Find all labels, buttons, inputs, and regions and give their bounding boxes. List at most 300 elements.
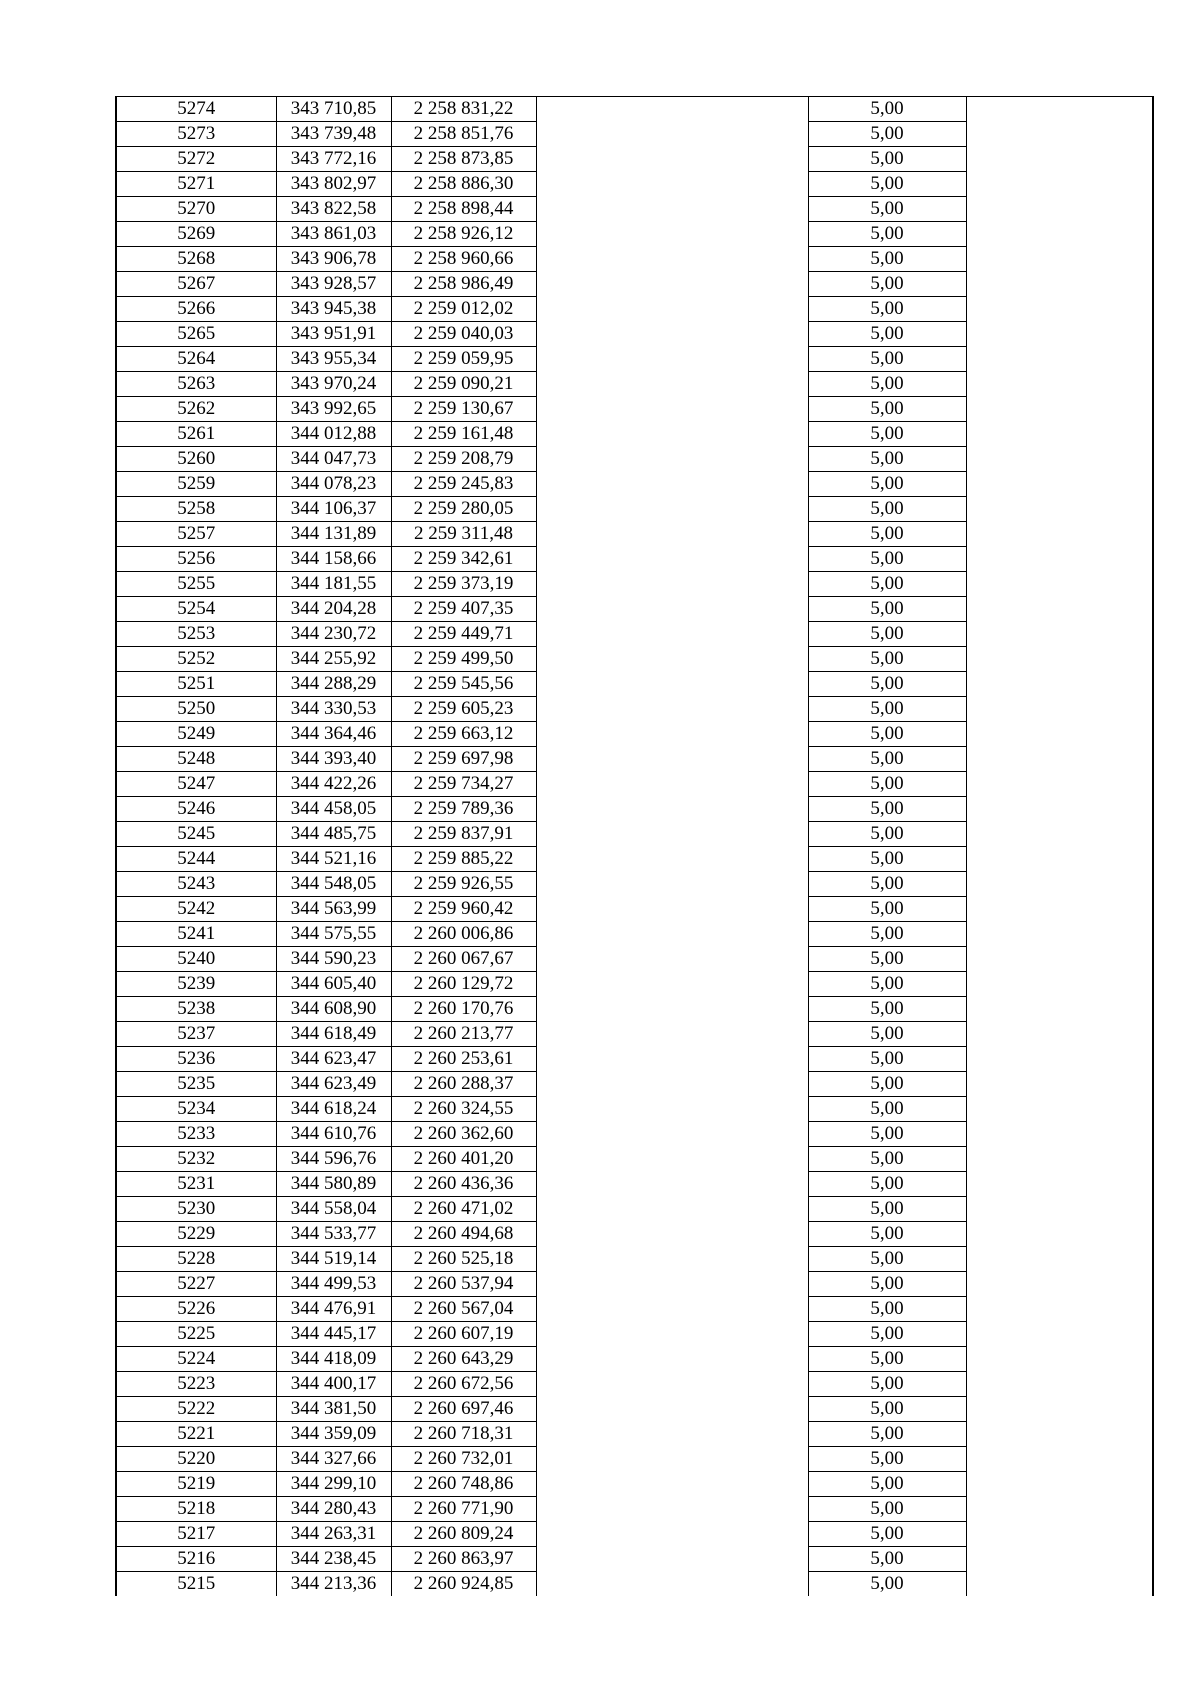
x-coordinate-cell: 344 359,09: [276, 1422, 391, 1447]
table-row: [116, 947, 1153, 972]
note-cell: [966, 472, 1153, 497]
y-coordinate-cell: 2 260 732,01: [391, 1447, 536, 1472]
accuracy-cell: 5,00: [808, 747, 966, 772]
accuracy-cell: 5,00: [808, 1172, 966, 1197]
point-number-cell: 5215: [116, 1572, 276, 1597]
accuracy-cell: 5,00: [808, 572, 966, 597]
point-number-cell: 5262: [116, 397, 276, 422]
accuracy-cell: 5,00: [808, 222, 966, 247]
x-coordinate-cell: 344 299,10: [276, 1472, 391, 1497]
y-coordinate-cell: 2 259 280,05: [391, 497, 536, 522]
point-number-cell: 5229: [116, 1222, 276, 1247]
x-coordinate-cell: 344 106,37: [276, 497, 391, 522]
empty-cell: [536, 372, 808, 397]
x-coordinate-cell: 344 418,09: [276, 1347, 391, 1372]
table-row: [116, 722, 1153, 747]
table-row: [116, 922, 1153, 947]
empty-cell: [536, 1272, 808, 1297]
table-row: [116, 272, 1153, 297]
note-cell: [966, 1397, 1153, 1422]
note-cell: [966, 1097, 1153, 1122]
x-coordinate-cell: 343 739,48: [276, 122, 391, 147]
x-coordinate-cell: 344 255,92: [276, 647, 391, 672]
accuracy-cell: 5,00: [808, 1072, 966, 1097]
point-number-cell: 5232: [116, 1147, 276, 1172]
empty-cell: [536, 547, 808, 572]
point-number-cell: 5225: [116, 1322, 276, 1347]
note-cell: [966, 347, 1153, 372]
accuracy-cell: 5,00: [808, 1222, 966, 1247]
accuracy-cell: 5,00: [808, 1147, 966, 1172]
point-number-cell: 5216: [116, 1547, 276, 1572]
accuracy-cell: 5,00: [808, 122, 966, 147]
empty-cell: [536, 822, 808, 847]
x-coordinate-cell: 344 485,75: [276, 822, 391, 847]
empty-cell: [536, 997, 808, 1022]
accuracy-cell: 5,00: [808, 1322, 966, 1347]
empty-cell: [536, 347, 808, 372]
accuracy-cell: 5,00: [808, 872, 966, 897]
table-row: [116, 972, 1153, 997]
point-number-cell: 5263: [116, 372, 276, 397]
empty-cell: [536, 1147, 808, 1172]
y-coordinate-cell: 2 260 494,68: [391, 1222, 536, 1247]
table-row: [116, 247, 1153, 272]
x-coordinate-cell: 344 596,76: [276, 1147, 391, 1172]
point-number-cell: 5267: [116, 272, 276, 297]
note-cell: [966, 672, 1153, 697]
table-row: [116, 697, 1153, 722]
table-row: [116, 822, 1153, 847]
point-number-cell: 5265: [116, 322, 276, 347]
table-row: [116, 897, 1153, 922]
accuracy-cell: 5,00: [808, 1022, 966, 1047]
x-coordinate-cell: 344 610,76: [276, 1122, 391, 1147]
accuracy-cell: 5,00: [808, 1497, 966, 1522]
x-coordinate-cell: 344 078,23: [276, 472, 391, 497]
table-row: [116, 1447, 1153, 1472]
table-row: [116, 1122, 1153, 1147]
empty-cell: [536, 472, 808, 497]
accuracy-cell: 5,00: [808, 347, 966, 372]
empty-cell: [536, 897, 808, 922]
x-coordinate-cell: 344 263,31: [276, 1522, 391, 1547]
y-coordinate-cell: 2 260 537,94: [391, 1272, 536, 1297]
accuracy-cell: 5,00: [808, 1247, 966, 1272]
note-cell: [966, 197, 1153, 222]
y-coordinate-cell: 2 260 170,76: [391, 997, 536, 1022]
empty-cell: [536, 522, 808, 547]
note-cell: [966, 447, 1153, 472]
note-cell: [966, 797, 1153, 822]
y-coordinate-cell: 2 259 130,67: [391, 397, 536, 422]
x-coordinate-cell: 344 575,55: [276, 922, 391, 947]
x-coordinate-cell: 344 558,04: [276, 1197, 391, 1222]
note-cell: [966, 747, 1153, 772]
x-coordinate-cell: 343 992,65: [276, 397, 391, 422]
accuracy-cell: 5,00: [808, 1372, 966, 1397]
accuracy-cell: 5,00: [808, 1197, 966, 1222]
accuracy-cell: 5,00: [808, 822, 966, 847]
y-coordinate-cell: 2 258 986,49: [391, 272, 536, 297]
note-cell: [966, 272, 1153, 297]
y-coordinate-cell: 2 260 067,67: [391, 947, 536, 972]
note-cell: [966, 772, 1153, 797]
accuracy-cell: 5,00: [808, 472, 966, 497]
accuracy-cell: 5,00: [808, 422, 966, 447]
y-coordinate-cell: 2 260 401,20: [391, 1147, 536, 1172]
x-coordinate-cell: 344 131,89: [276, 522, 391, 547]
y-coordinate-cell: 2 259 697,98: [391, 747, 536, 772]
table-row: [116, 847, 1153, 872]
empty-cell: [536, 247, 808, 272]
point-number-cell: 5238: [116, 997, 276, 1022]
y-coordinate-cell: 2 259 090,21: [391, 372, 536, 397]
y-coordinate-cell: 2 259 663,12: [391, 722, 536, 747]
note-cell: [966, 372, 1153, 397]
note-cell: [966, 1047, 1153, 1072]
point-number-cell: 5250: [116, 697, 276, 722]
y-coordinate-cell: 2 259 311,48: [391, 522, 536, 547]
accuracy-cell: 5,00: [808, 897, 966, 922]
table-row: [116, 1272, 1153, 1297]
x-coordinate-cell: 344 330,53: [276, 697, 391, 722]
note-cell: [966, 1497, 1153, 1522]
x-coordinate-cell: 344 230,72: [276, 622, 391, 647]
y-coordinate-cell: 2 260 525,18: [391, 1247, 536, 1272]
point-number-cell: 5226: [116, 1297, 276, 1322]
note-cell: [966, 97, 1153, 122]
point-number-cell: 5260: [116, 447, 276, 472]
note-cell: [966, 147, 1153, 172]
accuracy-cell: 5,00: [808, 1472, 966, 1497]
y-coordinate-cell: 2 259 545,56: [391, 672, 536, 697]
table-row: [116, 1522, 1153, 1547]
empty-cell: [536, 1497, 808, 1522]
empty-cell: [536, 147, 808, 172]
empty-cell: [536, 1197, 808, 1222]
point-number-cell: 5274: [116, 97, 276, 122]
empty-cell: [536, 1322, 808, 1347]
x-coordinate-cell: 344 393,40: [276, 747, 391, 772]
x-coordinate-cell: 344 590,23: [276, 947, 391, 972]
x-coordinate-cell: 344 623,47: [276, 1047, 391, 1072]
note-cell: [966, 1122, 1153, 1147]
y-coordinate-cell: 2 260 471,02: [391, 1197, 536, 1222]
note-cell: [966, 247, 1153, 272]
accuracy-cell: 5,00: [808, 547, 966, 572]
empty-cell: [536, 1572, 808, 1597]
point-number-cell: 5258: [116, 497, 276, 522]
table-row: [116, 122, 1153, 147]
point-number-cell: 5233: [116, 1122, 276, 1147]
note-cell: [966, 497, 1153, 522]
note-cell: [966, 897, 1153, 922]
y-coordinate-cell: 2 259 342,61: [391, 547, 536, 572]
empty-cell: [536, 1047, 808, 1072]
table-row: [116, 322, 1153, 347]
point-number-cell: 5227: [116, 1272, 276, 1297]
table-row: [116, 197, 1153, 222]
table-row: [116, 772, 1153, 797]
y-coordinate-cell: 2 260 748,86: [391, 1472, 536, 1497]
note-cell: [966, 697, 1153, 722]
empty-cell: [536, 1022, 808, 1047]
table-row: [116, 497, 1153, 522]
note-cell: [966, 422, 1153, 447]
note-cell: [966, 1372, 1153, 1397]
note-cell: [966, 872, 1153, 897]
point-number-cell: 5256: [116, 547, 276, 572]
point-number-cell: 5235: [116, 1072, 276, 1097]
accuracy-cell: 5,00: [808, 672, 966, 697]
point-number-cell: 5254: [116, 597, 276, 622]
point-number-cell: 5253: [116, 622, 276, 647]
empty-cell: [536, 122, 808, 147]
empty-cell: [536, 747, 808, 772]
y-coordinate-cell: 2 259 373,19: [391, 572, 536, 597]
x-coordinate-cell: 344 422,26: [276, 772, 391, 797]
accuracy-cell: 5,00: [808, 1347, 966, 1372]
point-number-cell: 5264: [116, 347, 276, 372]
x-coordinate-cell: 344 618,24: [276, 1097, 391, 1122]
x-coordinate-cell: 343 928,57: [276, 272, 391, 297]
accuracy-cell: 5,00: [808, 922, 966, 947]
empty-cell: [536, 1072, 808, 1097]
y-coordinate-cell: 2 260 006,86: [391, 922, 536, 947]
empty-cell: [536, 622, 808, 647]
point-number-cell: 5251: [116, 672, 276, 697]
accuracy-cell: 5,00: [808, 197, 966, 222]
table-row: [116, 547, 1153, 572]
coordinates-table-body: [116, 97, 1153, 1597]
note-cell: [966, 322, 1153, 347]
point-number-cell: 5244: [116, 847, 276, 872]
empty-cell: [536, 1397, 808, 1422]
note-cell: [966, 297, 1153, 322]
table-row: [116, 372, 1153, 397]
empty-cell: [536, 1122, 808, 1147]
y-coordinate-cell: 2 259 040,03: [391, 322, 536, 347]
y-coordinate-cell: 2 258 851,76: [391, 122, 536, 147]
accuracy-cell: 5,00: [808, 622, 966, 647]
accuracy-cell: 5,00: [808, 1422, 966, 1447]
empty-cell: [536, 797, 808, 822]
note-cell: [966, 1172, 1153, 1197]
accuracy-cell: 5,00: [808, 997, 966, 1022]
x-coordinate-cell: 344 618,49: [276, 1022, 391, 1047]
table-row: [116, 1022, 1153, 1047]
point-number-cell: 5242: [116, 897, 276, 922]
empty-cell: [536, 97, 808, 122]
table-row: [116, 97, 1153, 122]
note-cell: [966, 1197, 1153, 1222]
note-cell: [966, 1522, 1153, 1547]
note-cell: [966, 1472, 1153, 1497]
x-coordinate-cell: 344 476,91: [276, 1297, 391, 1322]
accuracy-cell: 5,00: [808, 1097, 966, 1122]
table-row: [116, 1047, 1153, 1072]
y-coordinate-cell: 2 259 960,42: [391, 897, 536, 922]
empty-cell: [536, 872, 808, 897]
table-row: [116, 222, 1153, 247]
y-coordinate-cell: 2 259 161,48: [391, 422, 536, 447]
y-coordinate-cell: 2 260 567,04: [391, 1297, 536, 1322]
x-coordinate-cell: 343 951,91: [276, 322, 391, 347]
x-coordinate-cell: 344 533,77: [276, 1222, 391, 1247]
accuracy-cell: 5,00: [808, 522, 966, 547]
accuracy-cell: 5,00: [808, 1522, 966, 1547]
table-row: [116, 997, 1153, 1022]
accuracy-cell: 5,00: [808, 647, 966, 672]
accuracy-cell: 5,00: [808, 847, 966, 872]
y-coordinate-cell: 2 260 324,55: [391, 1097, 536, 1122]
note-cell: [966, 1147, 1153, 1172]
point-number-cell: 5239: [116, 972, 276, 997]
point-number-cell: 5224: [116, 1347, 276, 1372]
accuracy-cell: 5,00: [808, 1547, 966, 1572]
empty-cell: [536, 272, 808, 297]
y-coordinate-cell: 2 259 885,22: [391, 847, 536, 872]
point-number-cell: 5257: [116, 522, 276, 547]
accuracy-cell: 5,00: [808, 772, 966, 797]
table-row: [116, 672, 1153, 697]
x-coordinate-cell: 344 445,17: [276, 1322, 391, 1347]
empty-cell: [536, 197, 808, 222]
accuracy-cell: 5,00: [808, 172, 966, 197]
note-cell: [966, 172, 1153, 197]
table-row: [116, 1372, 1153, 1397]
y-coordinate-cell: 2 259 449,71: [391, 622, 536, 647]
table-row: [116, 1247, 1153, 1272]
accuracy-cell: 5,00: [808, 1047, 966, 1072]
point-number-cell: 5268: [116, 247, 276, 272]
y-coordinate-cell: 2 259 789,36: [391, 797, 536, 822]
point-number-cell: 5243: [116, 872, 276, 897]
point-number-cell: 5236: [116, 1047, 276, 1072]
note-cell: [966, 1247, 1153, 1272]
table-row: [116, 622, 1153, 647]
empty-cell: [536, 1247, 808, 1272]
x-coordinate-cell: 344 521,16: [276, 847, 391, 872]
y-coordinate-cell: 2 259 926,55: [391, 872, 536, 897]
y-coordinate-cell: 2 259 837,91: [391, 822, 536, 847]
table-row: [116, 347, 1153, 372]
x-coordinate-cell: 344 238,45: [276, 1547, 391, 1572]
y-coordinate-cell: 2 259 012,02: [391, 297, 536, 322]
point-number-cell: 5247: [116, 772, 276, 797]
point-number-cell: 5269: [116, 222, 276, 247]
empty-cell: [536, 497, 808, 522]
x-coordinate-cell: 344 608,90: [276, 997, 391, 1022]
accuracy-cell: 5,00: [808, 1572, 966, 1597]
y-coordinate-cell: 2 260 643,29: [391, 1347, 536, 1372]
note-cell: [966, 1347, 1153, 1372]
y-coordinate-cell: 2 258 926,12: [391, 222, 536, 247]
empty-cell: [536, 972, 808, 997]
empty-cell: [536, 447, 808, 472]
note-cell: [966, 222, 1153, 247]
accuracy-cell: 5,00: [808, 397, 966, 422]
empty-cell: [536, 947, 808, 972]
table-row: [116, 397, 1153, 422]
table-row: [116, 1197, 1153, 1222]
note-cell: [966, 972, 1153, 997]
empty-cell: [536, 847, 808, 872]
table-row: [116, 1322, 1153, 1347]
empty-cell: [536, 1422, 808, 1447]
x-coordinate-cell: 343 945,38: [276, 297, 391, 322]
note-cell: [966, 1322, 1153, 1347]
empty-cell: [536, 297, 808, 322]
table-row: [116, 1097, 1153, 1122]
table-row: [116, 1347, 1153, 1372]
x-coordinate-cell: 344 580,89: [276, 1172, 391, 1197]
point-number-cell: 5240: [116, 947, 276, 972]
empty-cell: [536, 1347, 808, 1372]
note-cell: [966, 122, 1153, 147]
accuracy-cell: 5,00: [808, 1447, 966, 1472]
x-coordinate-cell: 344 288,29: [276, 672, 391, 697]
table-row: [116, 297, 1153, 322]
point-number-cell: 5230: [116, 1197, 276, 1222]
table-row: [116, 1472, 1153, 1497]
accuracy-cell: 5,00: [808, 247, 966, 272]
y-coordinate-cell: 2 259 734,27: [391, 772, 536, 797]
y-coordinate-cell: 2 260 129,72: [391, 972, 536, 997]
x-coordinate-cell: 344 327,66: [276, 1447, 391, 1472]
empty-cell: [536, 1547, 808, 1572]
y-coordinate-cell: 2 259 605,23: [391, 697, 536, 722]
note-cell: [966, 1022, 1153, 1047]
point-number-cell: 5259: [116, 472, 276, 497]
x-coordinate-cell: 344 458,05: [276, 797, 391, 822]
x-coordinate-cell: 344 364,46: [276, 722, 391, 747]
empty-cell: [536, 922, 808, 947]
point-number-cell: 5270: [116, 197, 276, 222]
y-coordinate-cell: 2 260 697,46: [391, 1397, 536, 1422]
point-number-cell: 5220: [116, 1447, 276, 1472]
empty-cell: [536, 647, 808, 672]
point-number-cell: 5218: [116, 1497, 276, 1522]
point-number-cell: 5221: [116, 1422, 276, 1447]
table-row: [116, 1397, 1153, 1422]
empty-cell: [536, 172, 808, 197]
x-coordinate-cell: 344 400,17: [276, 1372, 391, 1397]
x-coordinate-cell: 344 012,88: [276, 422, 391, 447]
point-number-cell: 5237: [116, 1022, 276, 1047]
y-coordinate-cell: 2 259 059,95: [391, 347, 536, 372]
empty-cell: [536, 597, 808, 622]
y-coordinate-cell: 2 260 288,37: [391, 1072, 536, 1097]
table-row: [116, 1497, 1153, 1522]
empty-cell: [536, 1097, 808, 1122]
empty-cell: [536, 1472, 808, 1497]
empty-cell: [536, 222, 808, 247]
point-number-cell: 5234: [116, 1097, 276, 1122]
empty-cell: [536, 572, 808, 597]
accuracy-cell: 5,00: [808, 1297, 966, 1322]
y-coordinate-cell: 2 259 407,35: [391, 597, 536, 622]
accuracy-cell: 5,00: [808, 972, 966, 997]
table-row: [116, 1147, 1153, 1172]
accuracy-cell: 5,00: [808, 597, 966, 622]
note-cell: [966, 647, 1153, 672]
note-cell: [966, 572, 1153, 597]
x-coordinate-cell: 343 970,24: [276, 372, 391, 397]
x-coordinate-cell: 343 906,78: [276, 247, 391, 272]
y-coordinate-cell: 2 260 607,19: [391, 1322, 536, 1347]
